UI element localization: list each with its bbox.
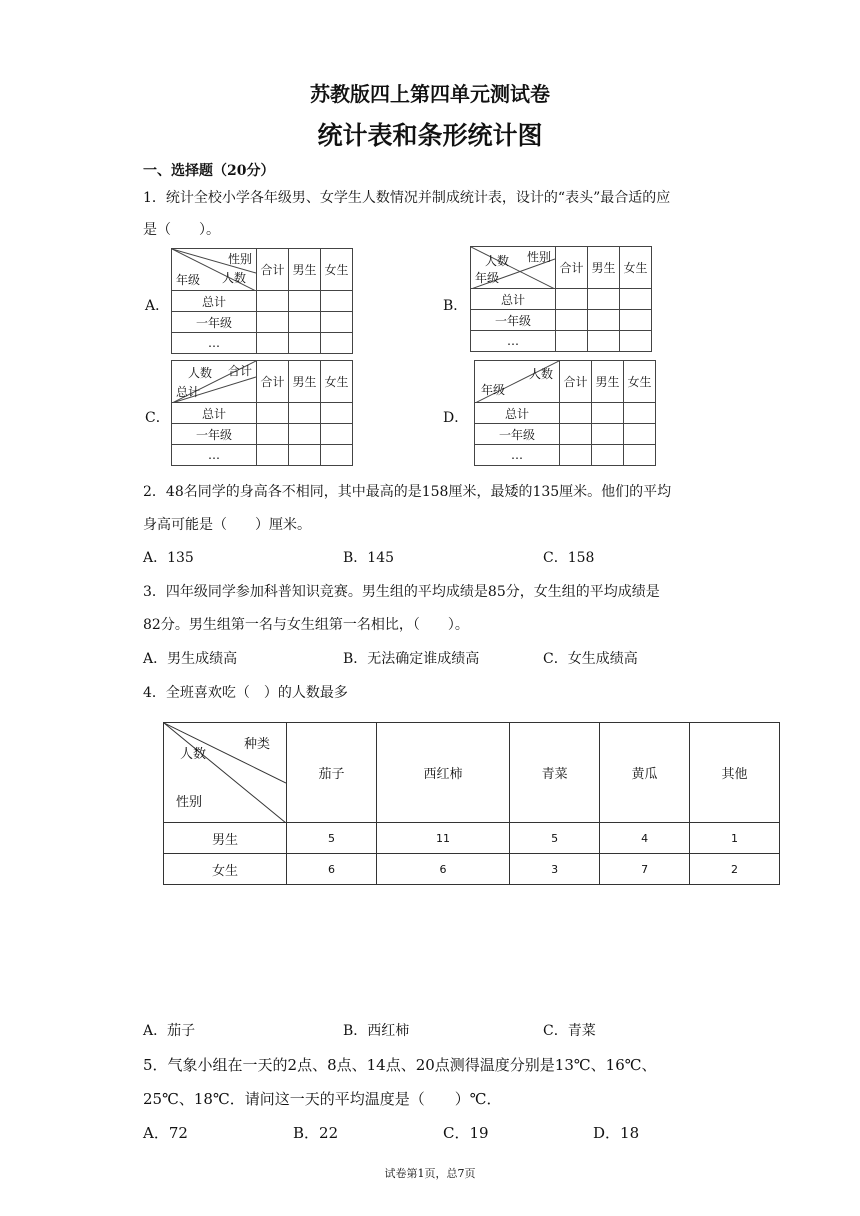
header-top-right: 人数	[528, 367, 553, 381]
q4-col-header: 茄子	[287, 723, 377, 823]
col-header: 合计	[560, 361, 592, 403]
q1-option-a-label: A．	[145, 298, 170, 314]
table-row	[164, 823, 780, 854]
header-mid: 人数	[188, 366, 213, 380]
q3-stem-line1: 3．四年级同学参加科普知识竞赛。男生组的平均成绩是85分，女生组的平均成绩是	[143, 584, 660, 600]
q4-cell: 5	[510, 823, 600, 854]
page-footer: 试卷第1页，总7页	[384, 1167, 476, 1180]
q4-cell: 2	[690, 854, 780, 885]
q3-option-b: B．无法确定谁成绩高	[343, 651, 480, 667]
exam-subtitle: 统计表和条形统计图	[317, 121, 543, 150]
header-bottom-left: 年级	[481, 383, 506, 397]
row-label: 总计	[475, 403, 560, 424]
q4-header-top-right: 种类	[243, 737, 270, 752]
col-header: 男生	[289, 249, 321, 291]
col-header: 女生	[620, 247, 652, 289]
q3-option-a: A．男生成绩高	[143, 651, 238, 667]
q1-stem-line2: 是（ ）。	[143, 222, 220, 238]
row-label: …	[475, 445, 560, 466]
q2-stem-line1: 2．48名同学的身高各不相同，其中最高的是158厘米，最矮的135厘米。他们的平均	[143, 484, 672, 500]
q4-col-header: 青菜	[510, 723, 600, 823]
row-label: 一年级	[172, 424, 257, 445]
row-label: 一年级	[172, 312, 257, 333]
q4-cell: 1	[690, 823, 780, 854]
q3-stem-line2: 82分。男生组第一名与女生组第一名相比，（ ）。	[143, 617, 469, 633]
col-header: 合计	[257, 249, 289, 291]
q4-header-mid: 人数	[180, 747, 207, 762]
q5-stem-line1: 5．气象小组在一天的2点、8点、14点、20点测得温度分别是13℃、16℃、	[143, 1056, 657, 1074]
q4-col-header: 西红柿	[376, 723, 509, 823]
q4-col-header: 其他	[690, 723, 780, 823]
col-header: 女生	[321, 249, 353, 291]
q3-option-c: C．女生成绩高	[543, 651, 638, 667]
q5-stem-line2: 25℃、18℃．请问这一天的平均温度是（ ）℃．	[143, 1090, 502, 1108]
header-top-right: 性别	[526, 250, 551, 264]
col-header: 男生	[289, 361, 321, 403]
col-header: 女生	[321, 361, 353, 403]
col-header: 合计	[556, 247, 588, 289]
q4-cell: 7	[600, 854, 690, 885]
q4-diagonal-header	[164, 723, 287, 823]
row-label: 总计	[172, 291, 257, 312]
q4-option-b: B．西红柿	[343, 1023, 410, 1039]
col-header: 女生	[624, 361, 656, 403]
table-a-diagonal-header	[172, 249, 257, 291]
col-header: 男生	[588, 247, 620, 289]
row-label: …	[172, 445, 257, 466]
row-label: 总计	[471, 289, 556, 310]
table-row	[164, 854, 780, 885]
q2-option-c: C．158	[543, 550, 595, 566]
q1-table-a	[171, 248, 353, 354]
header-bottom-left: 总计	[176, 385, 201, 399]
q2-stem-line2: 身高可能是（ ）厘米。	[143, 517, 311, 533]
q1-stem-line1: 1．统计全校小学各年级男、女学生人数情况并制成统计表，设计的“表头”最合适的应	[143, 190, 671, 206]
q4-option-a: A．茄子	[143, 1023, 196, 1039]
q4-row-label: 男生	[164, 823, 287, 854]
q4-data-table	[163, 722, 780, 885]
q5-option-c: C．19	[443, 1124, 489, 1142]
col-header: 男生	[592, 361, 624, 403]
row-label: 总计	[172, 403, 257, 424]
q5-option-b: B．22	[293, 1124, 339, 1142]
table-b-diagonal-header	[471, 247, 556, 289]
q5-option-d: D．18	[593, 1124, 640, 1142]
q4-header-bottom-left: 性别	[176, 795, 203, 810]
q1-table-d	[474, 360, 656, 466]
row-label: …	[172, 333, 257, 354]
q1-option-b-label: B．	[443, 298, 468, 314]
q4-cell: 6	[376, 854, 509, 885]
q4-option-c: C．青菜	[543, 1023, 596, 1039]
q5-option-a: A．72	[143, 1124, 188, 1142]
col-header: 合计	[257, 361, 289, 403]
q4-cell: 3	[510, 854, 600, 885]
q1-option-d-label: D．	[443, 410, 469, 426]
header-top-right: 性别	[227, 252, 252, 266]
row-label: 一年级	[471, 310, 556, 331]
q4-cell: 5	[287, 823, 377, 854]
q1-table-b	[470, 246, 652, 352]
header-mid: 人数	[485, 254, 510, 268]
exam-title: 苏教版四上第四单元测试卷	[310, 82, 550, 106]
q1-option-c-label: C．	[145, 410, 170, 426]
row-label: …	[471, 331, 556, 352]
q4-col-header: 黄瓜	[600, 723, 690, 823]
table-d-diagonal-header	[475, 361, 560, 403]
header-top-right: 合计	[227, 364, 252, 378]
q1-table-c	[171, 360, 353, 466]
section-heading: 一、选择题（20分）	[143, 163, 275, 179]
q4-cell: 11	[376, 823, 509, 854]
row-label: 一年级	[475, 424, 560, 445]
q4-cell: 6	[287, 854, 377, 885]
q4-row-label: 女生	[164, 854, 287, 885]
q2-option-b: B．145	[343, 550, 395, 566]
q2-option-a: A．135	[143, 550, 194, 566]
header-mid: 人数	[221, 271, 246, 285]
q4-cell: 4	[600, 823, 690, 854]
q4-stem: 4．全班喜欢吃（ ）的人数最多	[143, 685, 348, 701]
header-bottom-left: 年级	[475, 271, 500, 285]
table-c-diagonal-header	[172, 361, 257, 403]
header-bottom-left: 年级	[176, 273, 201, 287]
